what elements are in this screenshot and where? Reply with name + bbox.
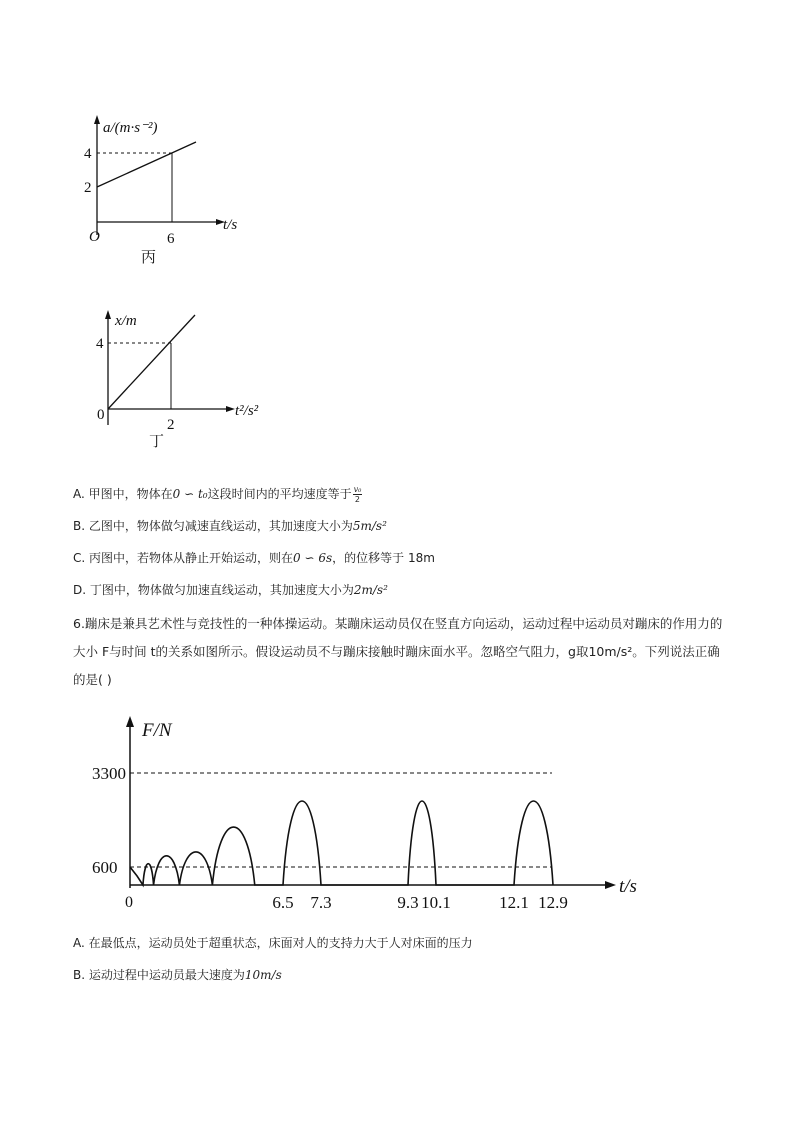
y-axis-label: a/(m·s⁻²)	[103, 120, 158, 136]
y-axis-label: x/m	[115, 313, 137, 329]
force-curve	[130, 801, 553, 885]
graph-caption: 丁	[149, 434, 165, 450]
option-math: 10m/s	[244, 968, 282, 982]
option-text: A. 甲图中，物体在	[73, 487, 173, 501]
x-tick-label: 10.1	[421, 893, 451, 912]
x-tick-6: 6	[167, 231, 175, 247]
x-axis-arrow	[226, 406, 235, 412]
option-b-q6	[73, 967, 282, 983]
option-math: 0 ∽ t₀	[172, 487, 208, 501]
x-tick-label: 9.3	[397, 893, 419, 912]
origin-label: 0	[97, 407, 105, 423]
y-tick-2: 2	[84, 180, 92, 196]
force-time-chart	[70, 710, 650, 920]
option-suffix: ，的位移等于 18m	[332, 551, 435, 565]
y-tick-4: 4	[84, 146, 92, 162]
x-axis-label: t/s	[619, 876, 637, 897]
fraction-denominator: 2	[354, 495, 361, 504]
graph-bing	[70, 110, 270, 270]
option-text: B. 运动过程中运动员最大速度为	[73, 968, 245, 982]
x-axis-label: t/s	[223, 217, 238, 233]
option-math: 0 ∽ 6s	[293, 551, 333, 565]
y-axis-label: F/N	[142, 720, 172, 741]
graph-caption: 丙	[141, 250, 157, 266]
y-axis-arrow	[126, 716, 134, 727]
option-b-q5	[73, 518, 387, 534]
option-text: B. 乙图中，物体做匀减速直线运动，其加速度大小为	[73, 519, 353, 533]
x-tick-label: 12.9	[538, 893, 568, 912]
option-suffix: 这段时间内的平均速度等于	[207, 487, 352, 501]
x-axis-label: t²/s²	[235, 403, 259, 419]
option-a-q5	[73, 485, 362, 504]
option-d-q5	[73, 582, 388, 598]
y-tick-label: 3300	[92, 764, 126, 783]
y-tick-label: 600	[92, 858, 118, 877]
question-6-text: 6.蹦床是兼具艺术性与竞技性的一种体操运动。某蹦床运动员仅在竖直方向运动，运动过程中运动员对蹦床的作用力的大小 F与时间 t的关系如图所示。假设运动员不与蹦床接触时蹦床面水平。忽略空气阻力，g取10m/s²。下列说法正确的是( )	[73, 616, 723, 687]
option-text: C. 丙图中，若物体从静止开始运动，则在	[73, 551, 294, 565]
origin-label: O	[89, 229, 100, 245]
x-axis-arrow	[605, 881, 616, 889]
y-tick-4: 4	[96, 336, 104, 352]
x-tick-2: 2	[167, 417, 175, 433]
option-text: D. 丁图中，物体做匀加速直线运动，其加速度大小为	[73, 583, 354, 597]
option-text: A. 在最低点，运动员处于超重状态，床面对人的支持力大于人对床面的压力	[73, 936, 473, 950]
x-tick-label: 7.3	[310, 893, 332, 912]
x-tick-label: 6.5	[272, 893, 294, 912]
fraction-numerator: v₀	[353, 485, 362, 494]
graph-ding	[85, 305, 285, 455]
data-line	[97, 142, 196, 187]
fraction	[353, 485, 363, 504]
origin-label: 0	[125, 894, 133, 911]
option-a-q6	[73, 935, 473, 951]
option-c-q5	[73, 550, 435, 566]
x-tick-label: 12.1	[499, 893, 529, 912]
y-axis-arrow	[105, 310, 111, 319]
data-line	[108, 315, 195, 409]
option-math: 5m/s²	[352, 519, 387, 533]
option-math: 2m/s²	[353, 583, 388, 597]
y-axis-arrow	[94, 115, 100, 124]
